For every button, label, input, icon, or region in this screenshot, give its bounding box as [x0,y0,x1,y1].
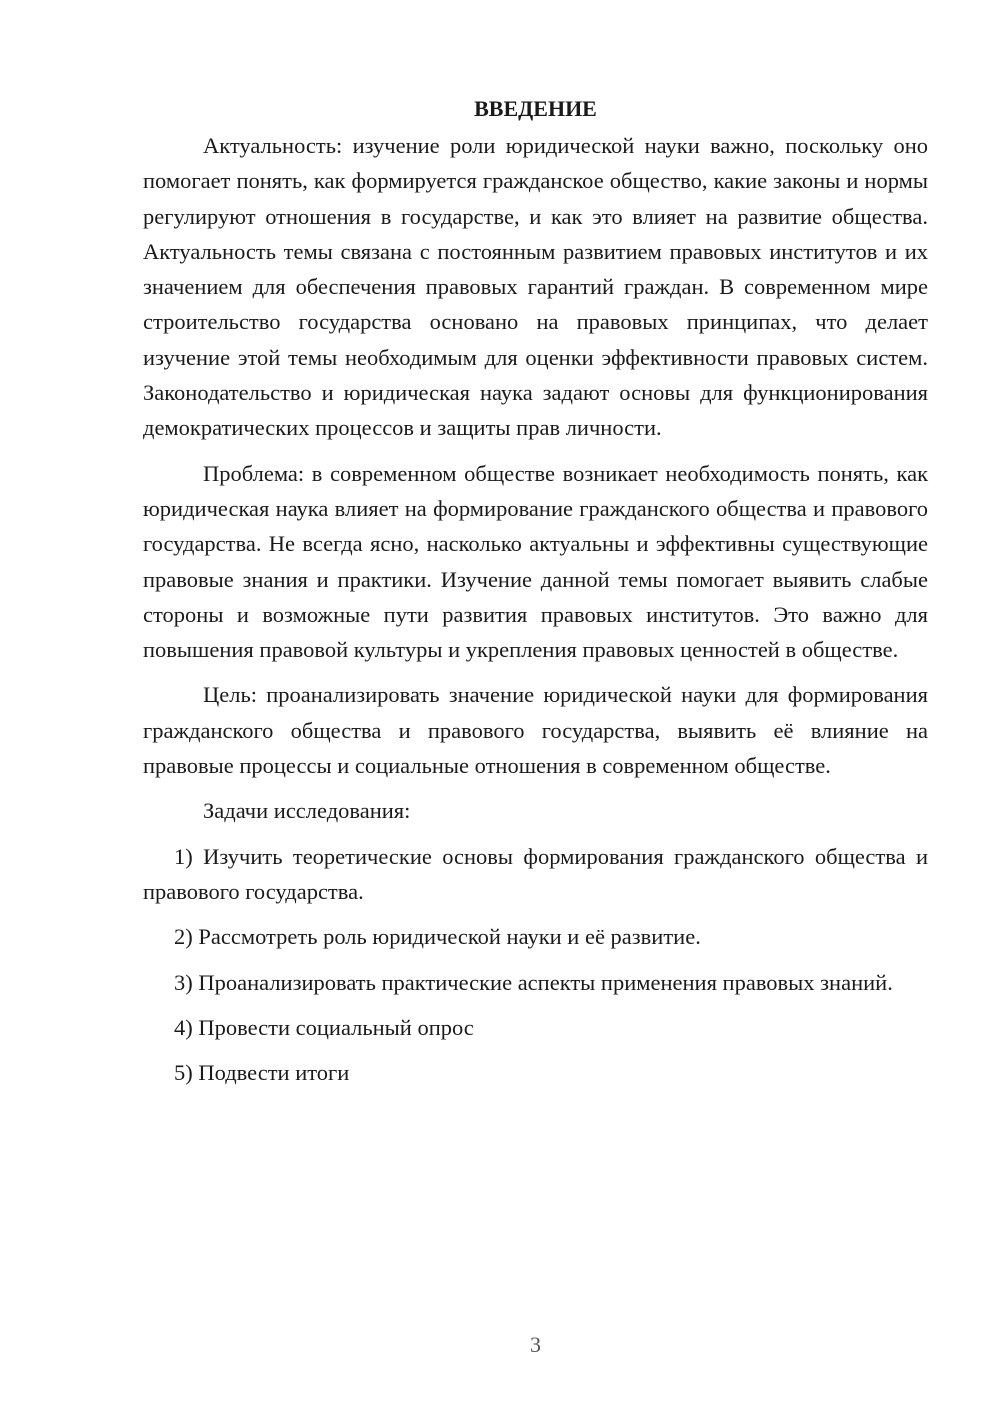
tasks-label: Задачи исследования: [203,798,411,824]
task-item: 4) Провести социальный опрос [174,1014,474,1040]
document-title: ВВЕДЕНИЕ [474,96,597,121]
paragraph-goal: Цель: проанализировать значение юридической науки для формирования гражданского общества и правового государства, выявить её влияние на правовые процессы и социальные отношения в современном обществе. [143,682,928,779]
task-item: 2) Рассмотреть роль юридической науки и её развитие. [174,924,701,950]
paragraph-problem: Проблема: в современном обществе возникает необходимость понять, как юридическая наука влияет на формирование гражданского общества и правового государства. Не всегда ясно, насколько актуальны и эффективны существующие правовые знания и практики. Изучение данной темы помогает выявить слабые стороны и возможные пути развития правовых институтов. Это важно для повышения правовой культуры и укрепления правовых ценностей в обществе. [143,460,928,663]
document-page [143,92,928,1100]
task-item: 3) Проанализировать практические аспекты применения правовых знаний. [174,969,893,995]
task-item: 5) Подвести итоги [174,1060,350,1086]
page-number: 3 [530,1332,541,1357]
task-item: 1) Изучить теоретические основы формирования гражданского общества и правового государства. [143,843,928,904]
paragraph-relevance: Актуальность: изучение роли юридической науки важно, поскольку оно помогает понять, как формируется гражданское общество, какие законы и нормы регулируют отношения в государстве, и как это влияет на развитие общества. Актуальность темы связана с постоянным развитием правовых институтов и их значением для обеспечения правовых гарантий граждан. В современном мире строительство государства основано на правовых принципах, что делает изучение этой темы необходимым для оценки эффективности правовых систем. Законодательство и юридическая наука задают основы для функционирования демократических процессов и защиты прав личности. [143,133,928,441]
